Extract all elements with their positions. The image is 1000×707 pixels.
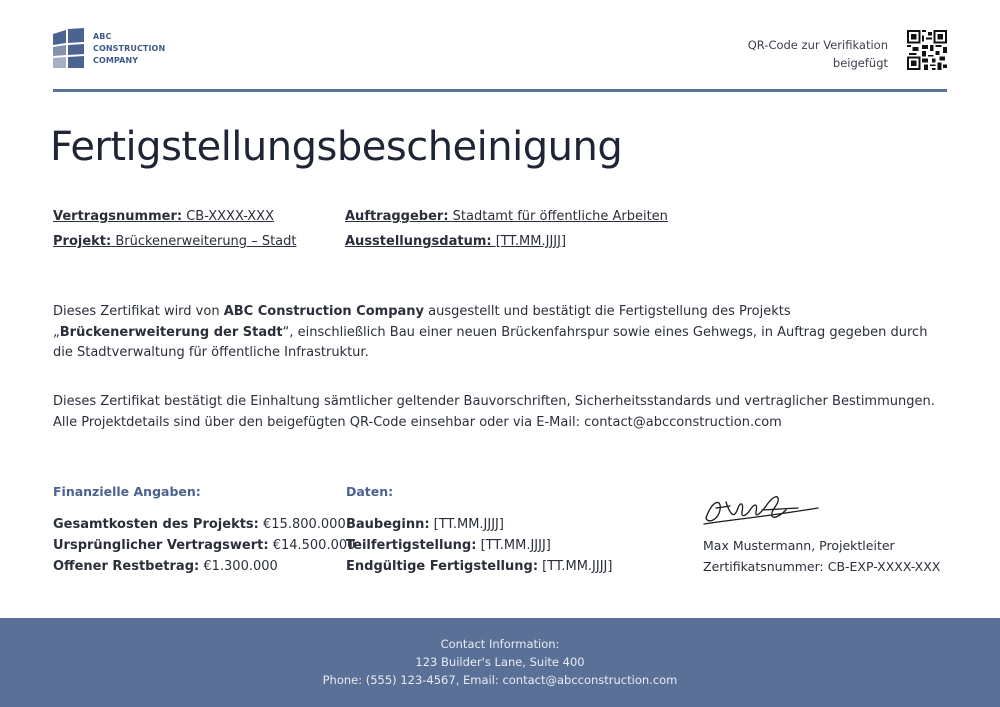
client-name: Auftraggeber: Stadtamt für öffentliche Arbeiten bbox=[345, 209, 668, 224]
financial-row: Offener Restbetrag: €1.300.000 bbox=[53, 559, 278, 574]
header-divider bbox=[53, 89, 947, 92]
financial-heading: Finanzielle Angaben: bbox=[53, 484, 201, 499]
signatory-name: Max Mustermann, Projektleiter bbox=[703, 538, 895, 553]
contract-number: Vertragsnummer: CB-XXXX-XXX bbox=[53, 209, 274, 224]
footer-address: 123 Builder's Lane, Suite 400 bbox=[415, 655, 585, 669]
header bbox=[53, 28, 947, 74]
dates-heading: Daten: bbox=[346, 484, 394, 499]
date-row: Baubeginn: [TT.MM.JJJJ] bbox=[346, 517, 504, 532]
financial-row: Ursprünglicher Vertragswert: €14.500.000 bbox=[53, 538, 356, 553]
footer-contact-heading: Contact Information: bbox=[440, 637, 560, 651]
qr-code-icon[interactable] bbox=[907, 30, 947, 70]
footer bbox=[0, 618, 1000, 707]
building-blocks-icon bbox=[53, 28, 87, 70]
footer-phone-email: Phone: (555) 123-4567, Email: contact@abcconstruction.com bbox=[322, 673, 678, 687]
issue-date: Ausstellungsdatum: [TT.MM.JJJJ] bbox=[345, 234, 567, 249]
certificate-paragraph-2: Dieses Zertifikat bestätigt die Einhaltung sämtlicher geltender Bauvorschriften, Sicherheitsstandards und vertraglicher Bestimmungen. Alle Projektdetails sind über den beigefügten QR-Code einsehbar oder via E-Mail: contact@abcconstruction.com bbox=[53, 394, 935, 430]
certificate-paragraph-1: Dieses Zertifikat wird von ABC Construction Company ausgestellt und bestätigt die Fertigstellung des Projekts „Brückenerweiterung der Stadt“, einschließlich Bau einer neuen Brückenfahrspur sowie eines Gehwegs, in Auftrag gegeben durch die Stadtverwaltung für öffentliche Infrastruktur. bbox=[53, 304, 928, 360]
date-row: Endgültige Fertigstellung: [TT.MM.JJJJ] bbox=[346, 559, 613, 574]
company-logo-text: ABC CONSTRUCTION COMPANY bbox=[93, 32, 166, 65]
signature-scribble bbox=[700, 488, 822, 532]
financial-row: Gesamtkosten des Projekts: €15.800.000 bbox=[53, 517, 346, 532]
page-title: Fertigstellungsbescheinigung bbox=[50, 124, 623, 170]
project-name: Projekt: Brückenerweiterung – Stadt bbox=[53, 234, 297, 249]
certificate-number: Zertifikatsnummer: CB-EXP-XXXX-XXX bbox=[703, 559, 941, 574]
qr-caption: QR-Code zur Verifikation beigefügt bbox=[747, 38, 888, 70]
date-row: Teilfertigstellung: [TT.MM.JJJJ] bbox=[346, 538, 551, 553]
